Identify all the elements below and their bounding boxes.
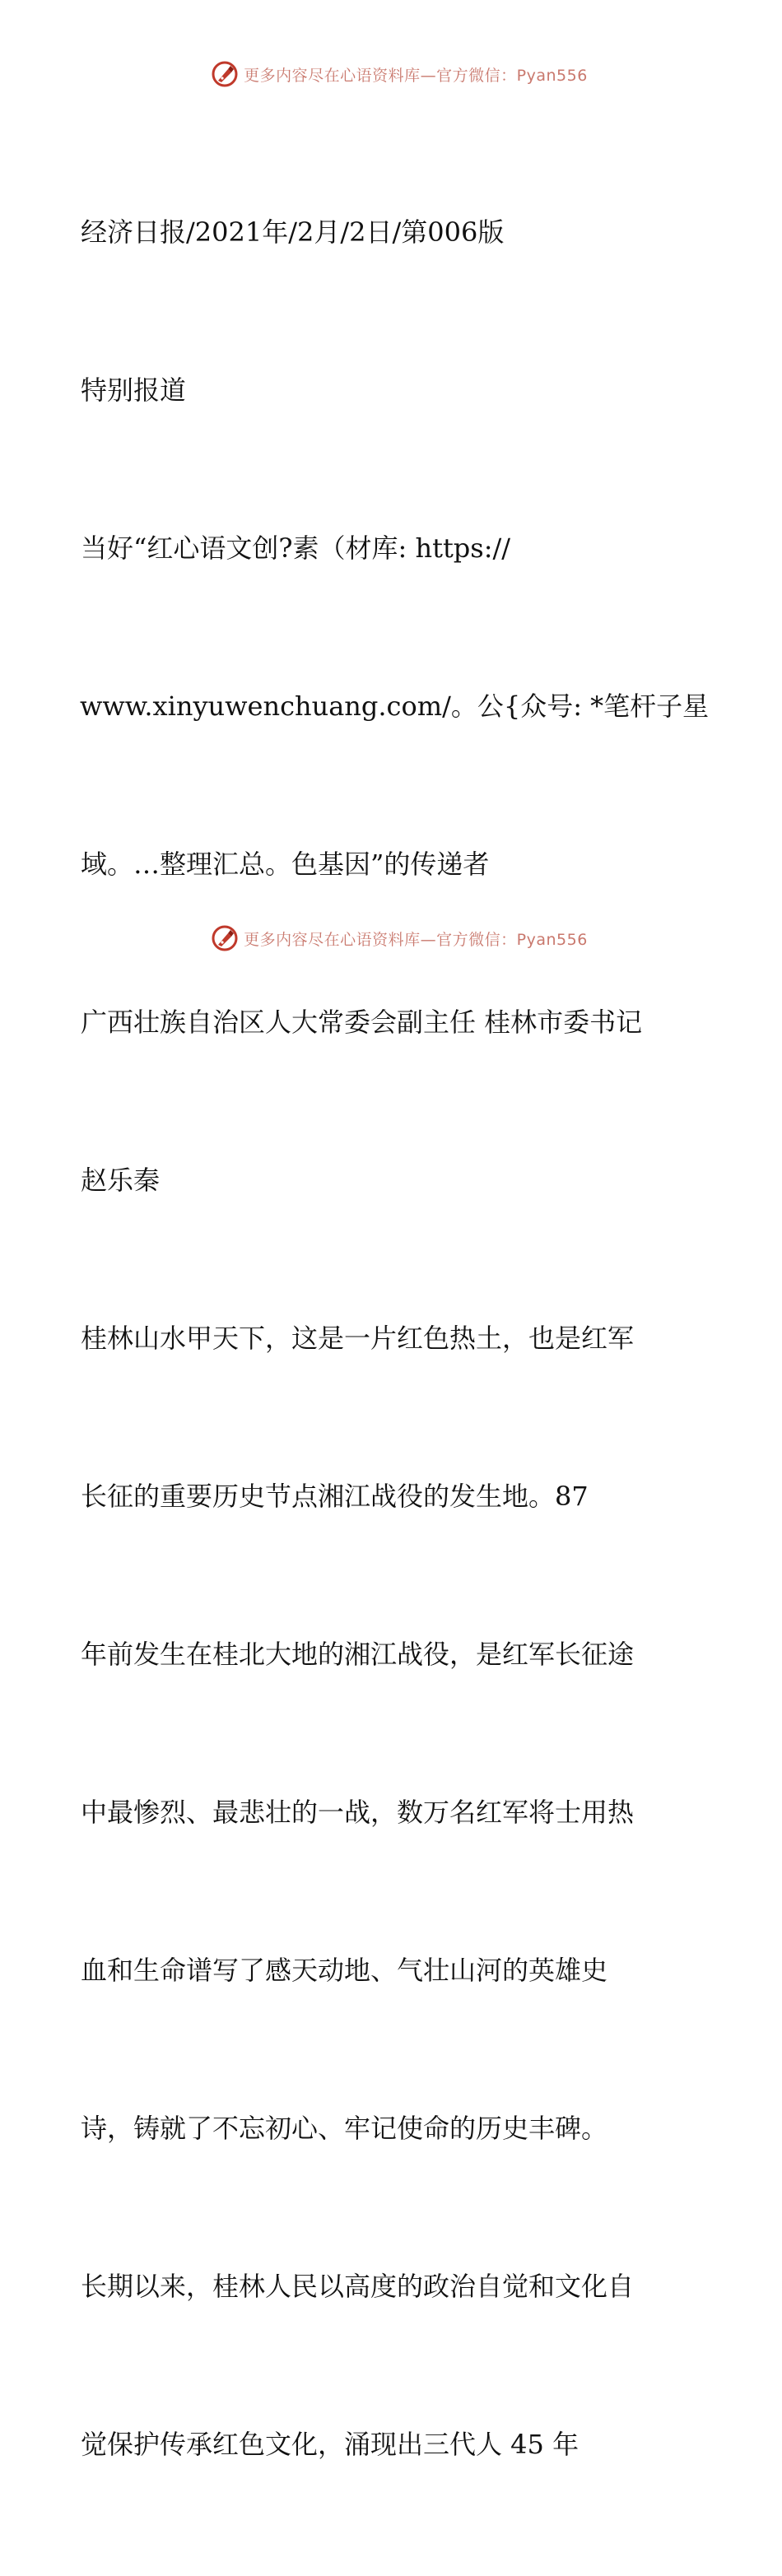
article-text xyxy=(80,100,710,2576)
text-line-publication: 经济日报/2021年/2月/2日/第006版 xyxy=(81,216,505,248)
text-line-body-4: 中最惨烈、最悲壮的一战，数万名红军将士用热 xyxy=(81,1797,635,1828)
footer-watermark-banner xyxy=(0,922,782,955)
header-watermark-inner xyxy=(211,60,588,88)
text-line-author-name: 赵乐秦 xyxy=(81,1165,161,1196)
text-line-body-7: 长期以来，桂林人民以高度的政治自觉和文化自 xyxy=(81,2271,635,2302)
text-line-body-8: 觉保护传承红色文化，涌现出三代人 45 年 xyxy=(81,2429,580,2460)
footer-watermark-inner xyxy=(211,924,588,952)
text-line-body-2: 长征的重要历史节点湘江战役的发生地。87 xyxy=(81,1481,589,1512)
pen-nib-logo-icon xyxy=(211,924,239,952)
article-body xyxy=(80,100,710,2576)
text-line-body-3: 年前发生在桂北大地的湘江战役，是红军长征途 xyxy=(81,1639,635,1670)
footer-watermark-text: 更多内容尽在心语资料库—官方微信：Pyan556 xyxy=(244,930,588,949)
header-watermark-banner xyxy=(0,58,782,91)
pen-nib-logo-icon xyxy=(211,60,239,88)
text-line-section: 特别报道 xyxy=(81,374,187,406)
text-line-headline-1: 当好“红心语文创?素（材库: https:// xyxy=(81,532,511,564)
text-line-headline-2: www.xinyuwenchuang.com/。公{众号: *笔杆子星 xyxy=(80,690,710,722)
header-watermark-text: 更多内容尽在心语资料库—官方微信：Pyan556 xyxy=(244,66,588,85)
text-line-author-title: 广西壮族自治区人大常委会副主任 桂林市委书记 xyxy=(81,1007,643,1038)
text-line-body-1: 桂林山水甲天下，这是一片红色热土，也是红军 xyxy=(81,1323,635,1354)
text-line-body-5: 血和生命谱写了感天动地、气壮山河的英雄史 xyxy=(81,1955,608,1986)
text-line-headline-3: 域。…整理汇总。色基因”的传递者 xyxy=(81,849,490,880)
text-line-body-6: 诗，铸就了不忘初心、牢记使命的历史丰碑。 xyxy=(81,2113,608,2144)
